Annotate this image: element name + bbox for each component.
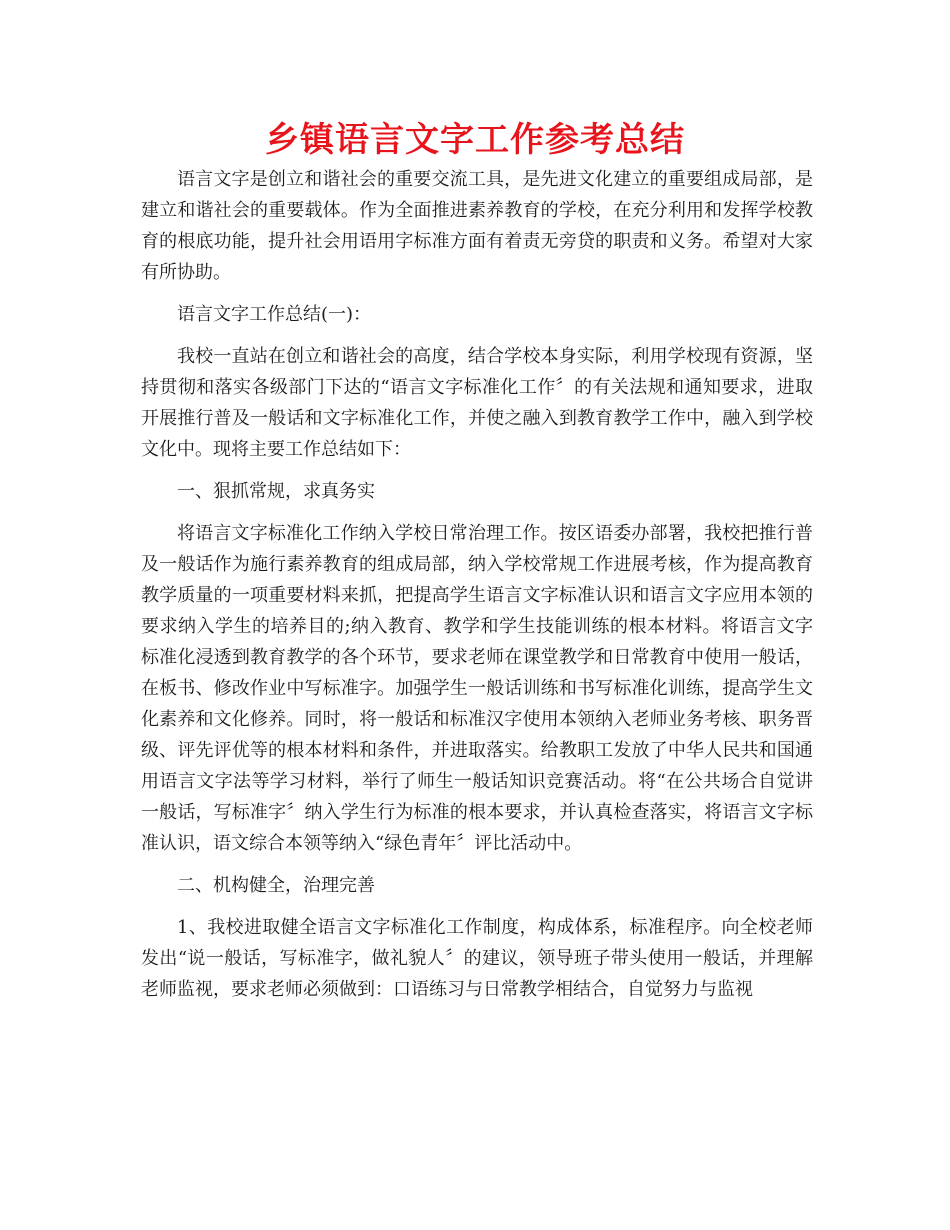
document-title: 乡镇语言文字工作参考总结	[265, 120, 685, 160]
paragraph-overview: 我校一直站在创立和谐社会的高度，结合学校本身实际，利用学校现有资源，坚持贯彻和落实各级部门下达的“语言文字标准化工作〞的有关法规和通知要求，进取开展推行普及一般话和文字标准化工作，并使之融入到教育教学工作中，融入到学校文化中。现将主要工作总结如下：	[141, 346, 813, 460]
section-heading-two: 二、机构健全，治理完善	[177, 875, 375, 896]
paragraph-routine-work: 将语言文字标准化工作纳入学校日常治理工作。按区语委办部署，我校把推行普及一般话作为施行素养教育的组成局部，纳入学校常规工作进展考核，作为提高教育教学质量的一项重要材料来抓，把提高学生语言文字标准认识和语言文字应用本领的要求纳入学生的培养目的;纳入教育、教学和学生技能训练的根本材料。将语言文字标准化浸透到教育教学的各个环节，要求老师在课堂教学和日常教育中使用一般话，在板书、修改作业中写标准字。加强学生一般话训练和书写标准化训练，提高学生文化素养和文化修养。同时，将一般话和标准汉字使用本领纳入老师业务考核、职务晋级、评先评优等的根本材料和条件，并进取落实。给教职工发放了中华人民共和国通用语言文字法等学习材料，举行了师生一般话知识竞赛活动。将“在公共场合自觉讲一般话，写标准字〞纳入学生行为标准的根本要求，并认真检查落实，将语言文字标准认识，语文综合本领等纳入“绿色青年〞评比活动中。	[141, 523, 813, 854]
paragraph-organization: 1、我校进取健全语言文字标准化工作制度，构成体系，标准程序。向全校老师发出“说一般话，写标准字，做礼貌人〞的建议，领导班子带头使用一般话，并理解老师监视，要求老师必须做到：口语练习与日常教学相结合，自觉努力与监视	[141, 917, 813, 1000]
section-heading-summary-one: 语言文字工作总结(一)：	[177, 304, 372, 325]
section-heading-one: 一、狠抓常规，求真务实	[177, 481, 375, 502]
document-body	[141, 164, 813, 1016]
paragraph-intro: 语言文字是创立和谐社会的重要交流工具，是先进文化建立的重要组成局部，是建立和谐社会的重要载体。作为全面推进素养教育的学校，在充分利用和发挥学校教育的根底功能，提升社会用语用字标准方面有着责无旁贷的职责和义务。希望对大家有所协助。	[141, 169, 813, 283]
